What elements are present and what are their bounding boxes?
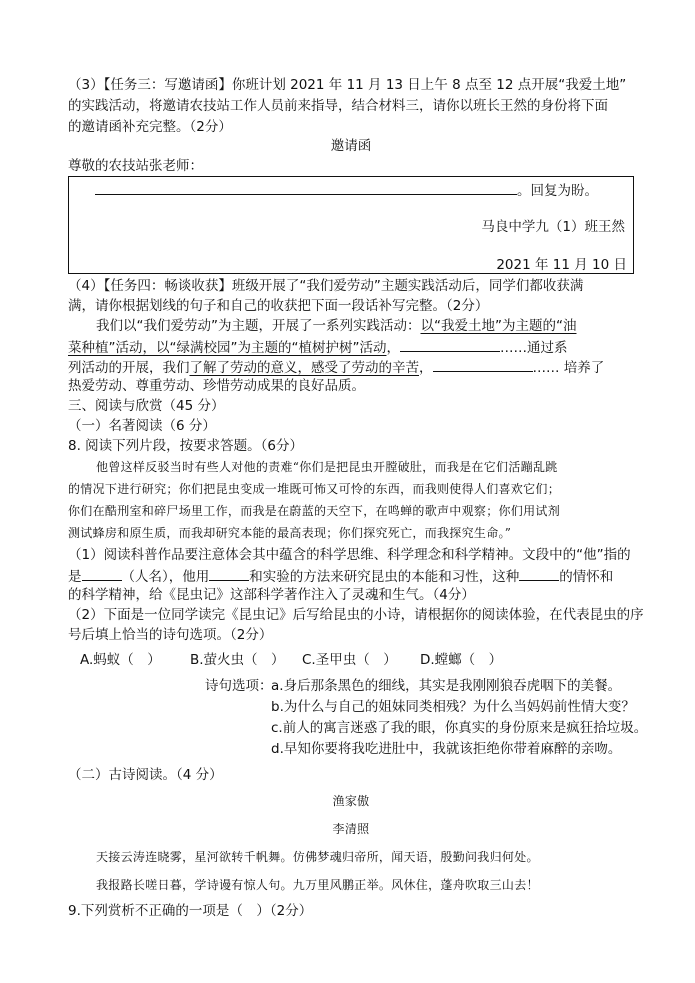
q8-1-blank-method[interactable] (209, 566, 249, 581)
excerpt-line-3: 你们在酷刑室和碎尸场里工作，而我是在蔚蓝的天空下，在鸣蝉的歌声中观察；你们用试剂 (68, 504, 561, 518)
section3-title: 三、阅读与欣赏（45 分） (68, 398, 225, 414)
task4-para-mid: ……通过系 (499, 340, 568, 356)
poem-author: 李清照 (332, 822, 370, 836)
letter-date: 2021 年 11 月 10 日 (496, 257, 627, 273)
poem-option-d: d.早知你要将我吃进肚中，我就该拒绝你带着麻醉的亲吻。 (271, 741, 622, 757)
task4-para-line1 (96, 317, 576, 335)
task4-para-line3 (68, 357, 604, 377)
q8-2-line1: （2）下面是一位同学读完《昆虫记》后写给昆虫的小诗，请根据你的阅读体验，在代表昆虫的序 (68, 607, 644, 623)
poem-options-label: 诗句选项： (205, 678, 273, 694)
letter-closing: 。回复为盼。 (517, 183, 598, 199)
q8-1-blank-name[interactable] (82, 566, 122, 581)
q8-1-blank-feeling[interactable] (519, 566, 559, 581)
section3-sub1: （一）名著阅读（6 分） (68, 418, 216, 434)
task4-para-line4: 热爱劳动、尊重劳动、珍惜劳动成果的良好品质。 (68, 378, 365, 394)
q8-1-text-d: 的情怀和 (559, 569, 614, 585)
excerpt-line-1: 他曾这样反驳当时有些人对他的责难“你们是把昆虫开膛破肚，而我是在它们活蹦乱跳 (96, 460, 558, 474)
q8-1-text-a: 是 (68, 569, 82, 585)
poem-option-a: a.身后那条黑色的细线，其实是我刚刚狼吞虎咽下的美餐。 (271, 678, 622, 694)
letter-salutation: 尊敬的农技站张老师： (68, 158, 203, 174)
letter-title: 邀请函 (330, 138, 372, 154)
task3-line3: 的邀请函补充完整。（2分） (68, 119, 232, 135)
letter-body-line (95, 180, 598, 200)
q8-1-text-b: （人名），他用 (121, 569, 210, 585)
insect-option-a[interactable]: A.蚂蚁（ ） (80, 652, 161, 668)
task4-para-line2 (68, 337, 567, 357)
letter-body-blank[interactable] (95, 180, 517, 195)
task4-para-line3-end: …… 培养了 (532, 360, 605, 376)
task4-underlined-3: 了解了劳动的意义，感受了劳动的辛苦 (189, 360, 419, 376)
task3-line2: 的实践活动，将邀请农技站工作人员前来指导，结合材料三，请你以班长王然的身份将下面 (68, 98, 608, 114)
task4-underlined-2: 菜种植”活动，以“绿满校园”为主题的“植树护树”活动 (68, 340, 387, 356)
question-8: 8. 阅读下列片段，按要求答题。（6分） (68, 438, 304, 454)
q8-1-line3: 的科学精神，给《昆虫记》这部科学著作注入了灵魂和生气。（4分） (68, 587, 475, 603)
poem-line-2: 我报路长嗟日暮，学诗谩有惊人句。九万里风鹏正举。风休住，蓬舟吹取三山去！ (96, 878, 539, 892)
task4-comma-1: ， (386, 340, 400, 356)
task4-comma-2: ， (419, 360, 433, 376)
task4-blank-2[interactable] (433, 357, 533, 372)
insect-option-d[interactable]: D.螳螂（ ） (420, 652, 503, 668)
section3-sub2: （二）古诗阅读。（4 分） (68, 767, 223, 783)
insect-option-b[interactable]: B.萤火虫（ ） (190, 652, 285, 668)
q8-1-text-c: 和实验的方法来研究昆虫的本能和习性，这种 (249, 569, 520, 585)
excerpt-line-2: 的情况下进行研究；你们把昆虫变成一堆既可怖又可怜的东西，而我则使得人们喜欢它们； (68, 482, 561, 496)
q8-1-line1: （1）阅读科普作品要注意体会其中蕴含的科学思维、科学理念和科学精神。文段中的“他”指的 (68, 547, 631, 563)
poem-option-c: c.前人的寓言迷惑了我的眼，你真实的身份原来是疯狂拾垃圾。 (271, 720, 648, 736)
task4-underlined-1: 以“我爱土地”为主题的“油 (420, 318, 577, 334)
poem-title: 渔家傲 (332, 794, 370, 808)
insect-option-c[interactable]: C.圣甲虫（ ） (302, 652, 397, 668)
invitation-letter-box (68, 176, 634, 274)
q8-2-line2: 号后填上恰当的诗句选项。（2分） (68, 627, 273, 643)
task4-line1: （4）【任务四：畅谈收获】班级开展了“我们爱劳动”主题实践活动后，同学们都收获满 (68, 278, 584, 294)
q8-1-line2 (68, 566, 613, 586)
poem-line-1: 天接云涛连晓雾，星河欲转千帆舞。仿佛梦魂归帝所，闻天语，殷勤问我归何处。 (96, 850, 539, 864)
excerpt-line-4: 测试蜂房和原生质，而我却研究本能的最高表现；你们探究死亡，而我探究生命。” (68, 526, 512, 540)
poem-option-b: b.为什么与自己的姐妹同类相残？为什么当妈妈前性情大变？ (271, 699, 635, 715)
letter-signature: 马良中学九（1）班王然 (481, 219, 625, 235)
question-9: 9.下列赏析不正确的一项是（ ）（2分） (68, 903, 313, 919)
task4-line2: 满，请你根据划线的句子和自己的收获把下面一段话补写完整。（2分） (68, 298, 489, 314)
task4-blank-1[interactable] (400, 337, 500, 352)
task4-para-line3-start: 列活动的开展，我们 (68, 360, 190, 376)
task4-para-start: 我们以“我们爱劳动”为主题，开展了一系列实践活动： (96, 318, 421, 334)
task3-line1: （3）【任务三：写邀请函】你班计划 2021 年 11 月 13 日上午 8 点至 12 点开展“我爱土地” (68, 77, 627, 93)
